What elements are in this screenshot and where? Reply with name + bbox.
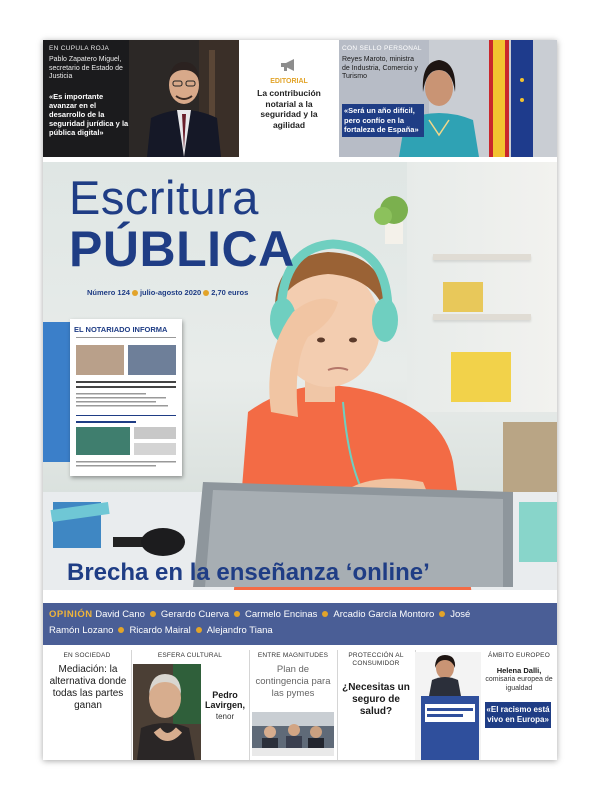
section-quote: «El racismo está vivo en Europa» (485, 702, 551, 728)
section-tag: PROTECCIÓN AL CONSUMIDOR (348, 652, 404, 667)
opinion-label: OPINIÓN (49, 609, 93, 620)
bullet-dot-icon (118, 627, 124, 633)
feature-left-name: Pablo Zapatero Miguel, secretario de Estado de Justicia (49, 56, 123, 80)
feature-right-quote: «Será un año difícil, pero confío en la fortaleza de España» (342, 104, 424, 137)
speaker-podium-icon (415, 652, 481, 760)
issue-number: Número 124 (87, 288, 130, 297)
section-text: Plan de contingencia para las pymes (255, 664, 331, 699)
masthead-line1: Escritura (69, 171, 259, 224)
issue-period: julio-agosto 2020 (139, 288, 202, 297)
editorial-label: EDITORIAL (270, 78, 308, 85)
opinion-author: David Cano (95, 609, 145, 620)
bullet-dot-icon (439, 611, 445, 617)
bullet-dot-icon (203, 290, 209, 296)
bullet-dot-icon (322, 611, 328, 617)
man-portrait-icon (129, 40, 239, 157)
tenor-portrait-icon (133, 664, 201, 760)
opinion-band[interactable] (43, 603, 557, 645)
section-europeo[interactable] (415, 650, 557, 760)
section-tag: ESFERA CULTURAL (157, 652, 223, 659)
feature-right-name: Reyes Maroto, ministra de Industria, Comercio y Turismo (342, 56, 418, 80)
opinion-line-2 (49, 625, 273, 636)
section-tag: EN SOCIEDAD (63, 652, 111, 659)
opinion-author: Gerardo Cuerva (160, 609, 230, 620)
section-tag: ÁMBITO EUROPEO (488, 652, 550, 659)
cover-hero (43, 162, 557, 590)
section-name: Helena Dalli, (496, 666, 542, 675)
opinion-author: Ricardo Mairal (129, 625, 191, 636)
bullet-dot-icon (234, 611, 240, 617)
editorial-box[interactable] (239, 40, 339, 157)
feature-left-kicker: EN CUPULA ROJA (49, 45, 110, 52)
section-text: ¿Necesitas un seguro de salud? (342, 682, 410, 717)
official-photo (129, 40, 239, 157)
newsletter-insert[interactable] (70, 319, 182, 476)
section-role: comisaria europea de igualdad (485, 676, 553, 692)
masthead-line2: PÚBLICA (69, 221, 295, 277)
magazine-cover (43, 40, 557, 760)
section-consumidor[interactable] (337, 650, 416, 760)
meeting-photo-icon (252, 712, 334, 756)
megaphone-icon (280, 58, 298, 72)
opinion-author: Arcadio García Montoro (333, 609, 435, 620)
section-sociedad[interactable] (43, 650, 132, 760)
feature-right-kicker: CON SELLO PERSONAL (342, 45, 422, 52)
feature-left[interactable] (43, 40, 239, 157)
section-cultural[interactable] (131, 650, 250, 760)
bullet-dot-icon (196, 627, 202, 633)
opinion-author: Carmelo Encinas (245, 609, 318, 620)
opinion-author: José (450, 609, 471, 620)
section-magnitudes[interactable] (249, 650, 338, 760)
section-text: Mediación: la alternativa donde todas las partes ganan (49, 664, 127, 711)
cover-headline[interactable]: Brecha en la enseñanza ‘online’ (67, 559, 430, 586)
section-tag: ENTRE MAGNITUDES (257, 652, 329, 659)
opinion-line-1 (49, 609, 470, 620)
feature-right[interactable] (339, 40, 557, 157)
issue-price: 2,70 euros (211, 288, 249, 297)
bullet-dot-icon (150, 611, 156, 617)
editorial-text: La contribución notarial a la seguridad y la agilidad (257, 88, 321, 130)
bullet-dot-icon (132, 290, 138, 296)
top-strip (43, 40, 557, 157)
opinion-author: Ramón Lozano (49, 625, 114, 636)
newsletter-thumbnail-icon (70, 319, 182, 476)
insert-title: EL NOTARIADO INFORMA (74, 325, 168, 334)
feature-left-quote: «Es importante avanzar en el desarrollo de la seguridad jurídica y la pública digital» (49, 92, 129, 137)
section-role: tenor (215, 712, 235, 721)
section-name: Pedro Lavirgen, (204, 690, 245, 710)
issue-info (87, 288, 248, 297)
opinion-author: Alejandro Tiana (206, 625, 273, 636)
